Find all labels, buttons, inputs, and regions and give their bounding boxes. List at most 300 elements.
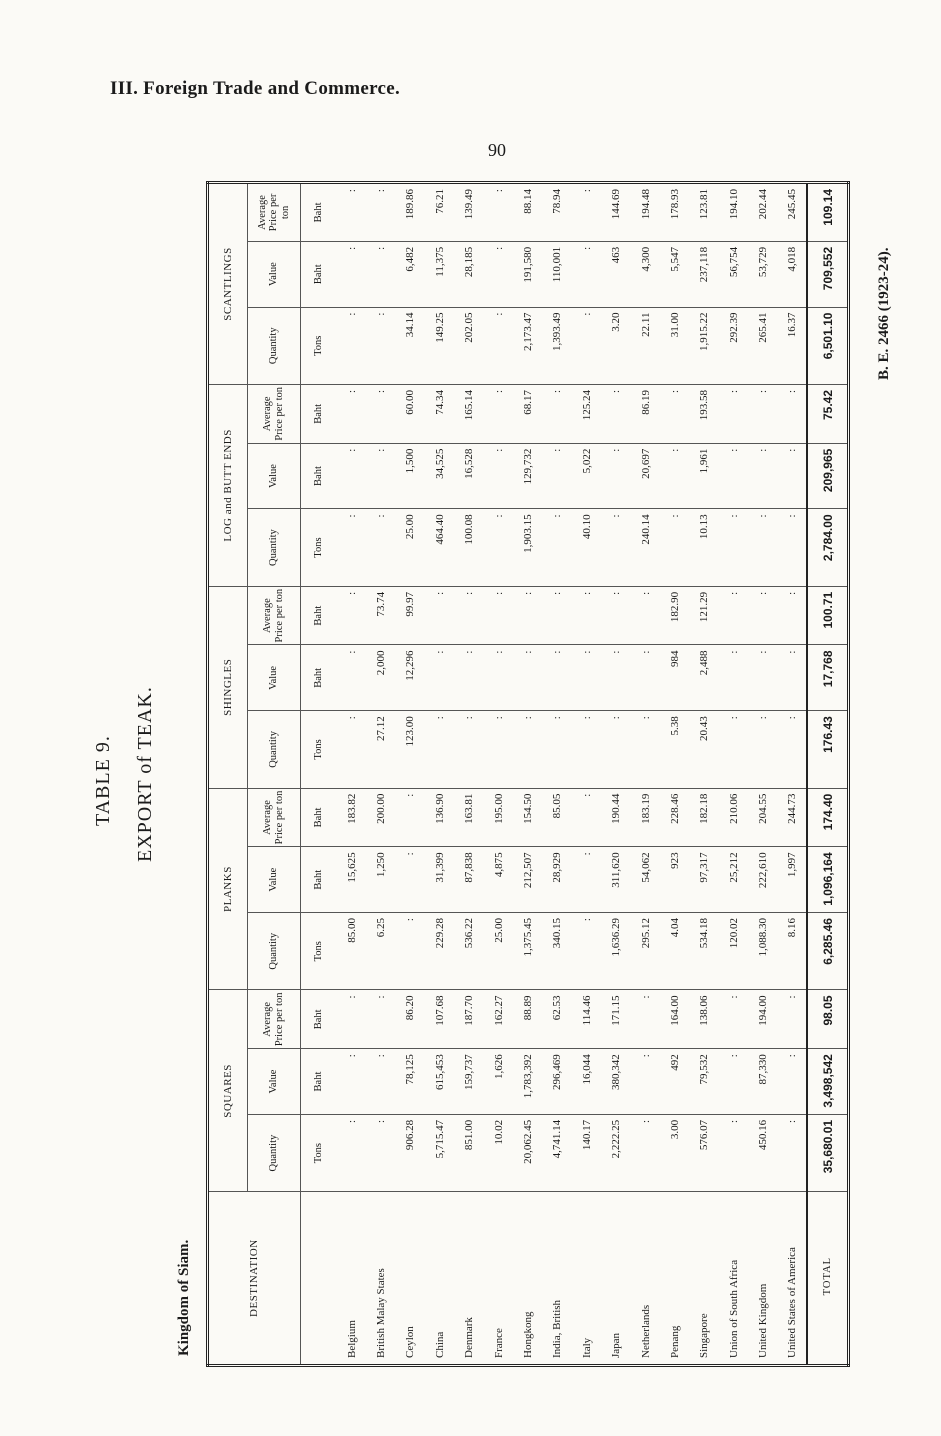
value-cell: : — [572, 241, 601, 307]
unit-label-0: Tons — [301, 711, 338, 788]
value-cell: 97,317 — [690, 847, 719, 913]
value-cell: 5,022 — [572, 443, 601, 509]
value-cell: 210.06 — [719, 788, 748, 847]
value-cell: 1,997 — [778, 847, 807, 913]
value-cell: 136.90 — [425, 788, 454, 847]
value-cell: : — [337, 443, 366, 509]
value-cell: 240.14 — [631, 509, 660, 586]
total-label: TOTAL — [807, 1192, 848, 1366]
value-cell: 340.15 — [543, 913, 572, 990]
value-cell: 923 — [660, 847, 689, 913]
value-cell: : — [572, 711, 601, 788]
unit-label-2: Baht — [301, 183, 338, 242]
table-row — [778, 183, 807, 1366]
value-cell: 10.02 — [484, 1114, 513, 1191]
destination-cell: Hongkong — [513, 1192, 542, 1366]
value-cell: 68.17 — [513, 384, 542, 443]
value-cell: 191,580 — [513, 241, 542, 307]
total-cell: 100.71 — [807, 586, 848, 645]
value-cell: 195.00 — [484, 788, 513, 847]
value-cell: : — [719, 1114, 748, 1191]
value-cell: : — [337, 241, 366, 307]
value-cell: 140.17 — [572, 1114, 601, 1191]
value-cell: 139.49 — [455, 183, 484, 242]
value-cell: 244.73 — [778, 788, 807, 847]
value-cell: 86.20 — [396, 990, 425, 1049]
value-cell: : — [337, 183, 366, 242]
value-cell: 1,375.45 — [513, 913, 542, 990]
value-cell: 125.24 — [572, 384, 601, 443]
value-cell: : — [543, 586, 572, 645]
value-cell: : — [778, 586, 807, 645]
group-header-row — [208, 183, 248, 1366]
value-cell: 6,482 — [396, 241, 425, 307]
value-cell: : — [366, 241, 395, 307]
group-header-log-butt-ends: LOG and BUTT ENDS — [208, 384, 248, 586]
value-cell: 162.27 — [484, 990, 513, 1049]
value-cell: : — [602, 586, 631, 645]
value-cell: 2,488 — [690, 645, 719, 711]
total-cell: 1,096,164 — [807, 847, 848, 913]
value-cell: 182.18 — [690, 788, 719, 847]
table-body — [337, 183, 849, 1366]
table-subtitle: EXPORT of TEAK. — [134, 686, 156, 862]
value-cell: : — [631, 645, 660, 711]
total-cell: 98.05 — [807, 990, 848, 1049]
value-cell: 114.46 — [572, 990, 601, 1049]
group-header-planks: PLANKS — [208, 788, 248, 990]
value-cell: : — [631, 1114, 660, 1191]
value-cell: : — [337, 1049, 366, 1115]
value-cell: 123.81 — [690, 183, 719, 242]
value-cell: 190.44 — [602, 788, 631, 847]
destination-cell: Union of South Africa — [719, 1192, 748, 1366]
value-cell: 464.40 — [425, 509, 454, 586]
value-cell: : — [572, 183, 601, 242]
teak-export-table-rotated — [206, 181, 850, 1367]
value-cell: : — [366, 384, 395, 443]
value-cell: : — [719, 586, 748, 645]
destination-header: DESTINATION — [208, 1192, 301, 1366]
value-cell: : — [719, 443, 748, 509]
value-cell: : — [337, 307, 366, 384]
table-row — [572, 183, 601, 1366]
section-title: III. Foreign Trade and Commerce. — [110, 78, 401, 99]
value-cell: : — [337, 509, 366, 586]
value-cell: 4,300 — [631, 241, 660, 307]
destination-cell: United States of America — [778, 1192, 807, 1366]
value-cell: 187.70 — [455, 990, 484, 1049]
value-cell: 1,393.49 — [543, 307, 572, 384]
value-cell: : — [543, 384, 572, 443]
unit-label-0: Tons — [301, 1114, 338, 1191]
value-cell: 60.00 — [396, 384, 425, 443]
value-cell: 3.00 — [660, 1114, 689, 1191]
value-cell: : — [602, 384, 631, 443]
value-cell: 5,547 — [660, 241, 689, 307]
value-cell: 1,636.29 — [602, 913, 631, 990]
value-cell: 54,062 — [631, 847, 660, 913]
value-cell: 110,001 — [543, 241, 572, 307]
value-cell: : — [543, 443, 572, 509]
value-cell: 149.25 — [425, 307, 454, 384]
value-cell: : — [543, 509, 572, 586]
value-cell: : — [366, 509, 395, 586]
value-cell: 20.43 — [690, 711, 719, 788]
subheader-1: Value — [248, 1049, 301, 1115]
value-cell: : — [631, 1049, 660, 1115]
value-cell: : — [660, 443, 689, 509]
value-cell: 40.10 — [572, 509, 601, 586]
value-cell: 62.53 — [543, 990, 572, 1049]
value-cell: 28,185 — [455, 241, 484, 307]
value-cell: : — [337, 645, 366, 711]
unit-label-0: Tons — [301, 307, 338, 384]
value-cell: : — [337, 586, 366, 645]
value-cell: 15,625 — [337, 847, 366, 913]
value-cell: : — [631, 711, 660, 788]
value-cell: : — [572, 645, 601, 711]
value-cell: 11,375 — [425, 241, 454, 307]
value-cell: : — [366, 443, 395, 509]
value-cell: 31.00 — [660, 307, 689, 384]
destination-cell: Singapore — [690, 1192, 719, 1366]
value-cell: : — [366, 1049, 395, 1115]
value-cell: : — [572, 307, 601, 384]
value-cell: 8.16 — [778, 913, 807, 990]
destination-cell: Netherlands — [631, 1192, 660, 1366]
value-cell: : — [396, 913, 425, 990]
value-cell: 182.90 — [660, 586, 689, 645]
destination-cell: Japan — [602, 1192, 631, 1366]
value-cell: : — [543, 711, 572, 788]
destination-cell: British Malay States — [366, 1192, 395, 1366]
value-cell: : — [513, 586, 542, 645]
subheader-row — [248, 183, 301, 1366]
value-cell: 212,507 — [513, 847, 542, 913]
value-cell: 88.14 — [513, 183, 542, 242]
value-cell: 12,296 — [396, 645, 425, 711]
value-cell: : — [778, 990, 807, 1049]
value-cell: : — [543, 645, 572, 711]
total-cell: 75.42 — [807, 384, 848, 443]
value-cell: 178.93 — [660, 183, 689, 242]
value-cell: : — [602, 645, 631, 711]
value-cell: 380,342 — [602, 1049, 631, 1115]
value-cell: 25.00 — [484, 913, 513, 990]
value-cell: 1,250 — [366, 847, 395, 913]
value-cell: 129,732 — [513, 443, 542, 509]
value-cell: 159,737 — [455, 1049, 484, 1115]
subheader-0: Quantity — [248, 1114, 301, 1191]
value-cell: 87,330 — [748, 1049, 777, 1115]
value-cell: : — [484, 509, 513, 586]
value-cell: : — [660, 384, 689, 443]
value-cell: : — [455, 586, 484, 645]
value-cell: 53,729 — [748, 241, 777, 307]
value-cell: 1,088.30 — [748, 913, 777, 990]
value-cell: : — [366, 307, 395, 384]
unit-label-2: Baht — [301, 990, 338, 1049]
table-row — [719, 183, 748, 1366]
value-cell: 85.00 — [337, 913, 366, 990]
subheader-2: Average Price per ton — [248, 384, 301, 443]
unit-label-1: Baht — [301, 645, 338, 711]
total-cell: 2,784.00 — [807, 509, 848, 586]
value-cell: : — [513, 645, 542, 711]
value-cell: 194.10 — [719, 183, 748, 242]
total-cell: 176.43 — [807, 711, 848, 788]
value-cell: 74.34 — [425, 384, 454, 443]
value-cell: : — [602, 509, 631, 586]
teak-export-table-frame — [206, 181, 850, 1367]
table-row — [602, 183, 631, 1366]
value-cell: 1,626 — [484, 1049, 513, 1115]
value-cell: 183.82 — [337, 788, 366, 847]
value-cell: : — [572, 847, 601, 913]
unit-label-2: Baht — [301, 586, 338, 645]
subheader-2: Average Price per ton — [248, 183, 301, 242]
value-cell: 311,620 — [602, 847, 631, 913]
unit-label-1: Baht — [301, 847, 338, 913]
value-cell: 164.00 — [660, 990, 689, 1049]
value-cell: 25,212 — [719, 847, 748, 913]
value-cell: : — [572, 913, 601, 990]
value-cell: 56,754 — [719, 241, 748, 307]
total-cell: 174.40 — [807, 788, 848, 847]
subheader-0: Quantity — [248, 913, 301, 990]
value-cell: : — [719, 509, 748, 586]
unit-label-1: Baht — [301, 241, 338, 307]
destination-cell: France — [484, 1192, 513, 1366]
value-cell: 296,469 — [543, 1049, 572, 1115]
value-cell: 16,044 — [572, 1049, 601, 1115]
value-cell: 88.89 — [513, 990, 542, 1049]
value-cell: : — [778, 645, 807, 711]
value-cell: 16.37 — [778, 307, 807, 384]
value-cell: 78.94 — [543, 183, 572, 242]
value-cell: 1,903.15 — [513, 509, 542, 586]
subheader-2: Average Price per ton — [248, 788, 301, 847]
total-cell: 6,501.10 — [807, 307, 848, 384]
value-cell: 121.29 — [690, 586, 719, 645]
value-cell: : — [778, 509, 807, 586]
table-row — [337, 183, 366, 1366]
value-cell: : — [366, 990, 395, 1049]
value-cell: : — [484, 241, 513, 307]
subheader-1: Value — [248, 847, 301, 913]
value-cell: : — [484, 645, 513, 711]
value-cell: 245.45 — [778, 183, 807, 242]
value-cell: 165.14 — [455, 384, 484, 443]
table-row — [631, 183, 660, 1366]
destination-cell: Belgium — [337, 1192, 366, 1366]
subheader-0: Quantity — [248, 509, 301, 586]
value-cell: 851.00 — [455, 1114, 484, 1191]
value-cell: : — [748, 384, 777, 443]
subheader-2: Average Price per ton — [248, 990, 301, 1049]
value-cell: : — [602, 711, 631, 788]
value-cell: 194.00 — [748, 990, 777, 1049]
value-cell: 222,610 — [748, 847, 777, 913]
value-cell: : — [748, 711, 777, 788]
group-header-squares: SQUARES — [208, 990, 248, 1192]
value-cell: 492 — [660, 1049, 689, 1115]
value-cell: 76.21 — [425, 183, 454, 242]
value-cell: 1,783,392 — [513, 1049, 542, 1115]
value-cell: : — [748, 509, 777, 586]
value-cell: 228.46 — [660, 788, 689, 847]
value-cell: 5.38 — [660, 711, 689, 788]
value-cell: 615,453 — [425, 1049, 454, 1115]
value-cell: : — [748, 443, 777, 509]
value-cell: 87,838 — [455, 847, 484, 913]
value-cell: 200.00 — [366, 788, 395, 847]
value-cell: : — [455, 645, 484, 711]
value-cell: 28,929 — [543, 847, 572, 913]
value-cell: : — [719, 1049, 748, 1115]
subheader-2: Average Price per ton — [248, 586, 301, 645]
value-cell: : — [719, 384, 748, 443]
value-cell: 16,528 — [455, 443, 484, 509]
value-cell: 20,062.45 — [513, 1114, 542, 1191]
value-cell: 5,715.47 — [425, 1114, 454, 1191]
value-cell: : — [602, 443, 631, 509]
value-cell: 3.20 — [602, 307, 631, 384]
unit-row — [301, 183, 338, 1366]
value-cell: 1,961 — [690, 443, 719, 509]
value-cell: 4,018 — [778, 241, 807, 307]
value-cell: : — [719, 645, 748, 711]
subheader-0: Quantity — [248, 307, 301, 384]
year-reference: B. E. 2466 (1923-24). — [876, 247, 892, 380]
unit-spacer — [301, 1192, 338, 1366]
value-cell: 4,875 — [484, 847, 513, 913]
table-title: TABLE 9. — [92, 735, 114, 826]
subheader-1: Value — [248, 645, 301, 711]
total-cell: 109.14 — [807, 183, 848, 242]
value-cell: : — [425, 711, 454, 788]
total-cell: 6,285.46 — [807, 913, 848, 990]
table-row — [396, 183, 425, 1366]
value-cell: 292.39 — [719, 307, 748, 384]
value-cell: 78,125 — [396, 1049, 425, 1115]
destination-cell: Ceylon — [396, 1192, 425, 1366]
value-cell: : — [484, 586, 513, 645]
value-cell: 1,915.22 — [690, 307, 719, 384]
value-cell: : — [425, 586, 454, 645]
value-cell: 202.05 — [455, 307, 484, 384]
value-cell: 144.69 — [602, 183, 631, 242]
page-number: 90 — [488, 140, 506, 160]
value-cell: 107.68 — [425, 990, 454, 1049]
value-cell: : — [778, 384, 807, 443]
value-cell: 906.28 — [396, 1114, 425, 1191]
value-cell: : — [366, 183, 395, 242]
value-cell: 171.15 — [602, 990, 631, 1049]
destination-cell: India, British — [543, 1192, 572, 1366]
table-row — [513, 183, 542, 1366]
destination-cell: China — [425, 1192, 454, 1366]
total-cell: 209,965 — [807, 443, 848, 509]
unit-label-1: Baht — [301, 1049, 338, 1115]
value-cell: 576.07 — [690, 1114, 719, 1191]
value-cell: 79,532 — [690, 1049, 719, 1115]
destination-cell: Penang — [660, 1192, 689, 1366]
value-cell: : — [748, 645, 777, 711]
value-cell: : — [748, 586, 777, 645]
total-cell: 17,768 — [807, 645, 848, 711]
value-cell: 22.11 — [631, 307, 660, 384]
value-cell: 534.18 — [690, 913, 719, 990]
unit-label-0: Tons — [301, 509, 338, 586]
value-cell: 4,741.14 — [543, 1114, 572, 1191]
value-cell: 2,173.47 — [513, 307, 542, 384]
table-row — [543, 183, 572, 1366]
value-cell: : — [484, 384, 513, 443]
value-cell: 123.00 — [396, 711, 425, 788]
unit-label-2: Baht — [301, 384, 338, 443]
value-cell: 189.86 — [396, 183, 425, 242]
value-cell: 100.08 — [455, 509, 484, 586]
subheader-1: Value — [248, 241, 301, 307]
table-row — [425, 183, 454, 1366]
value-cell: 265.41 — [748, 307, 777, 384]
value-cell: : — [572, 586, 601, 645]
subheader-0: Quantity — [248, 711, 301, 788]
value-cell: : — [337, 711, 366, 788]
value-cell: : — [484, 183, 513, 242]
value-cell: 984 — [660, 645, 689, 711]
value-cell: : — [631, 990, 660, 1049]
value-cell: : — [778, 1049, 807, 1115]
value-cell: 1,500 — [396, 443, 425, 509]
destination-cell: United Kingdom — [748, 1192, 777, 1366]
destination-cell: Italy — [572, 1192, 601, 1366]
table-row — [455, 183, 484, 1366]
value-cell: : — [425, 645, 454, 711]
destination-cell: Denmark — [455, 1192, 484, 1366]
value-cell: : — [366, 1114, 395, 1191]
value-cell: 237,118 — [690, 241, 719, 307]
value-cell: 20,697 — [631, 443, 660, 509]
table-row — [366, 183, 395, 1366]
value-cell: 4.04 — [660, 913, 689, 990]
value-cell: : — [719, 711, 748, 788]
subheader-1: Value — [248, 443, 301, 509]
table-row — [484, 183, 513, 1366]
value-cell: 34.14 — [396, 307, 425, 384]
value-cell: 154.50 — [513, 788, 542, 847]
value-cell: : — [778, 1114, 807, 1191]
total-cell: 709,552 — [807, 241, 848, 307]
value-cell: : — [455, 711, 484, 788]
value-cell: 25.00 — [396, 509, 425, 586]
value-cell: : — [631, 586, 660, 645]
value-cell: : — [337, 990, 366, 1049]
total-cell: 35,680.01 — [807, 1114, 848, 1191]
value-cell: : — [484, 307, 513, 384]
value-cell: 10.13 — [690, 509, 719, 586]
value-cell: : — [396, 847, 425, 913]
value-cell: 99.97 — [396, 586, 425, 645]
value-cell: 138.06 — [690, 990, 719, 1049]
group-header-scantlings: SCANTLINGS — [208, 183, 248, 385]
value-cell: 183.19 — [631, 788, 660, 847]
value-cell: 229.28 — [425, 913, 454, 990]
value-cell: : — [778, 711, 807, 788]
value-cell: 202.44 — [748, 183, 777, 242]
